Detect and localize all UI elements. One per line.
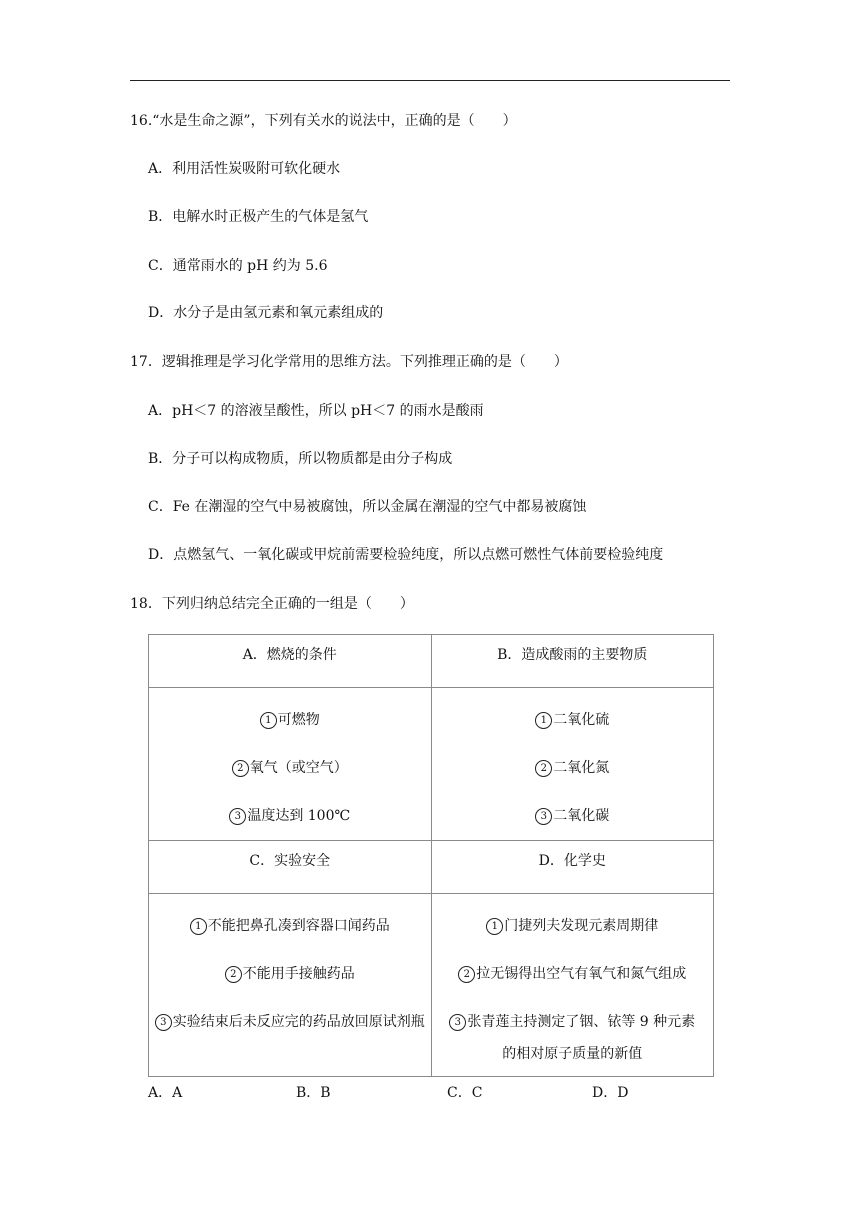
choice-c[interactable]: C．C	[447, 1085, 483, 1101]
question-18-choices	[148, 1082, 748, 1102]
table-c-item-2: 2 不能用手接触药品	[149, 950, 431, 998]
table-cell-c	[149, 894, 432, 1077]
table-header-b: B．造成酸雨的主要物质	[431, 635, 714, 688]
question-17-option-c[interactable]: C．Fe 在潮湿的空气中易被腐蚀，所以金属在潮湿的空气中都易被腐蚀	[148, 499, 587, 515]
question-16-option-b[interactable]: B．电解水时正极产生的气体是氢气	[148, 209, 369, 225]
header-rule	[130, 80, 730, 81]
table-d-item-3: 3 张青莲主持测定了铟、铱等 9 种元素	[432, 1005, 714, 1039]
circled-number: 2	[458, 966, 475, 983]
question-16-option-a[interactable]: A．利用活性炭吸附可软化硬水	[148, 161, 341, 177]
table-d-item-1: 1 门捷列夫发现元素周期律	[432, 902, 714, 950]
question-18-stem: 18．下列归纳总结完全正确的一组是（ ）	[130, 596, 414, 612]
table-header-a: A．燃烧的条件	[149, 635, 432, 688]
circled-number: 2	[225, 966, 242, 983]
table-cell-a	[149, 688, 432, 841]
table-a-item-3: 3 温度达到 100℃	[149, 792, 431, 840]
circled-number: 1	[486, 918, 503, 935]
table-b-item-1: 1 二氧化硫	[432, 696, 714, 744]
circled-number: 3	[155, 1014, 172, 1031]
summary-table	[148, 634, 714, 1077]
circled-number: 3	[229, 808, 246, 825]
choice-a[interactable]: A．A	[148, 1085, 183, 1101]
table-d-item-3-continued: 的相对原子质量的新值	[502, 1046, 643, 1062]
choice-d[interactable]: D．D	[592, 1085, 629, 1101]
table-cell-d	[431, 894, 714, 1077]
question-16-option-c[interactable]: C．通常雨水的 pH 约为 5.6	[148, 258, 328, 274]
circled-number: 3	[449, 1014, 466, 1031]
table-c-item-1: 1 不能把鼻孔凑到容器口闻药品	[149, 902, 431, 950]
table-header-d: D．化学史	[431, 841, 714, 894]
table-a-item-2: 2 氧气（或空气）	[149, 744, 431, 792]
circled-number: 3	[535, 808, 552, 825]
question-16-option-d[interactable]: D．水分子是由氢元素和氧元素组成的	[148, 305, 384, 321]
table-header-c: C．实验安全	[149, 841, 432, 894]
table-cell-b	[431, 688, 714, 841]
question-17-stem: 17．逻辑推理是学习化学常用的思维方法。下列推理正确的是（ ）	[130, 354, 568, 370]
circled-number: 2	[535, 760, 552, 777]
question-17-option-b[interactable]: B．分子可以构成物质，所以物质都是由分子构成	[148, 451, 453, 467]
table-b-item-2: 2 二氧化氮	[432, 744, 714, 792]
circled-number: 1	[190, 918, 207, 935]
table-b-item-3: 3 二氧化碳	[432, 792, 714, 840]
circled-number: 1	[535, 712, 552, 729]
table-c-item-3: 3 实验结束后未反应完的药品放回原试剂瓶	[149, 998, 431, 1046]
table-d-item-2: 2 拉无锡得出空气有氧气和氮气组成	[432, 950, 714, 998]
choice-b[interactable]: B．B	[296, 1085, 331, 1101]
circled-number: 2	[232, 760, 249, 777]
table-a-item-1: 1 可燃物	[149, 696, 431, 744]
question-17-option-d[interactable]: D．点燃氢气、一氧化碳或甲烷前需要检验纯度，所以点燃可燃性气体前要检验纯度	[148, 547, 664, 563]
question-17-option-a[interactable]: A．pH＜7 的溶液呈酸性，所以 pH＜7 的雨水是酸雨	[148, 403, 484, 419]
circled-number: 1	[260, 712, 277, 729]
question-16-stem: 16.“水是生命之源”，下列有关水的说法中，正确的是（ ）	[130, 113, 517, 129]
